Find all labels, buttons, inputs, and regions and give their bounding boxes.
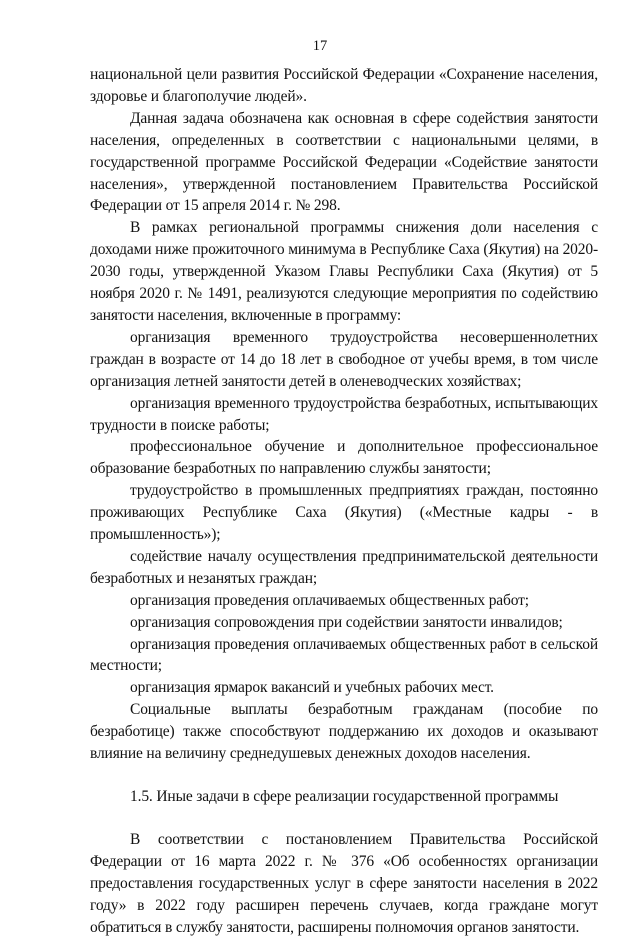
list-item-public-works: организация проведения оплачиваемых общественных работ; xyxy=(130,591,529,609)
list-item-job-fairs: организация ярмарок вакансий и учебных рабочих мест. xyxy=(130,679,494,697)
paragraph-government-decree: В соответствии с постановлением Правительства Российской Федерации от 16 марта 2022 г. № 376 «Об особенностях организации предоставления государственных услуг в сфере занятости населения в 2022 году» в 2022 году расширен перечень случаев, когда граждане могут обратиться в службу занятости, расширены полномочия органов занятости. xyxy=(90,830,598,936)
paragraph-regional-program: В рамках региональной программы снижения доли населения с доходами ниже прожиточного минимума в Республике Саха (Якутия) на 2020-2030 годы, утвержденной Указом Главы Республики Саха (Якутия) от 5 ноября 2020 г. № 1491, реализуются следующие мероприятия по содействию занятости населения, включенные в программу: xyxy=(90,219,598,324)
list-item-entrepreneurship: содействие началу осуществления предпринимательской деятельности безработных и незанятых граждан; xyxy=(90,547,598,587)
paragraph-continuation: национальной цели развития Российской Федерации «Сохранение населения, здоровье и благополучие людей». xyxy=(90,66,598,105)
list-item-temp-employment-unemployed: организация временного трудоустройства безработных, испытывающих трудности в поиске работы; xyxy=(90,394,598,434)
list-item-industrial-employment: трудоустройство в промышленных предприятиях граждан, постоянно проживающих Республике Саха (Якутия) («Местные кадры - в промышленность»); xyxy=(90,482,598,544)
document-body xyxy=(90,64,598,938)
list-item-temp-employment-minors: организация временного трудоустройства несовершеннолетних граждан в возрасте от 14 до 18 лет в свободное от учебы время, в том числе организация летней занятости детей в оленеводческих хозяйствах; xyxy=(90,328,598,390)
section-heading: 1.5. Иные задачи в сфере реализации государственной программы xyxy=(130,788,559,805)
paragraph-main-task: Данная задача обозначена как основная в сфере содействия занятости населения, определенных в соответствии с национальными целями, в государственной программе Российской Федерации «Содействие занятости населения», утвержденной постановлением Правительства Российской Федерации от 15 апреля 2014 г. № 298. xyxy=(90,109,598,215)
paragraph-social-payments: Социальные выплаты безработным гражданам (пособие по безработице) также способствуют поддержанию их доходов и оказывают влияние на величину среднедушевых денежных доходов населения. xyxy=(90,701,598,763)
page-number: 17 xyxy=(312,38,328,54)
list-item-disabled-support: организация сопровождения при содействии занятости инвалидов; xyxy=(130,613,563,631)
list-item-rural-public-works: организация проведения оплачиваемых общественных работ в сельской местности; xyxy=(90,635,598,675)
list-item-professional-training: профессиональное обучение и дополнительное профессиональное образование безработных по направлению службы занятости; xyxy=(90,438,598,478)
